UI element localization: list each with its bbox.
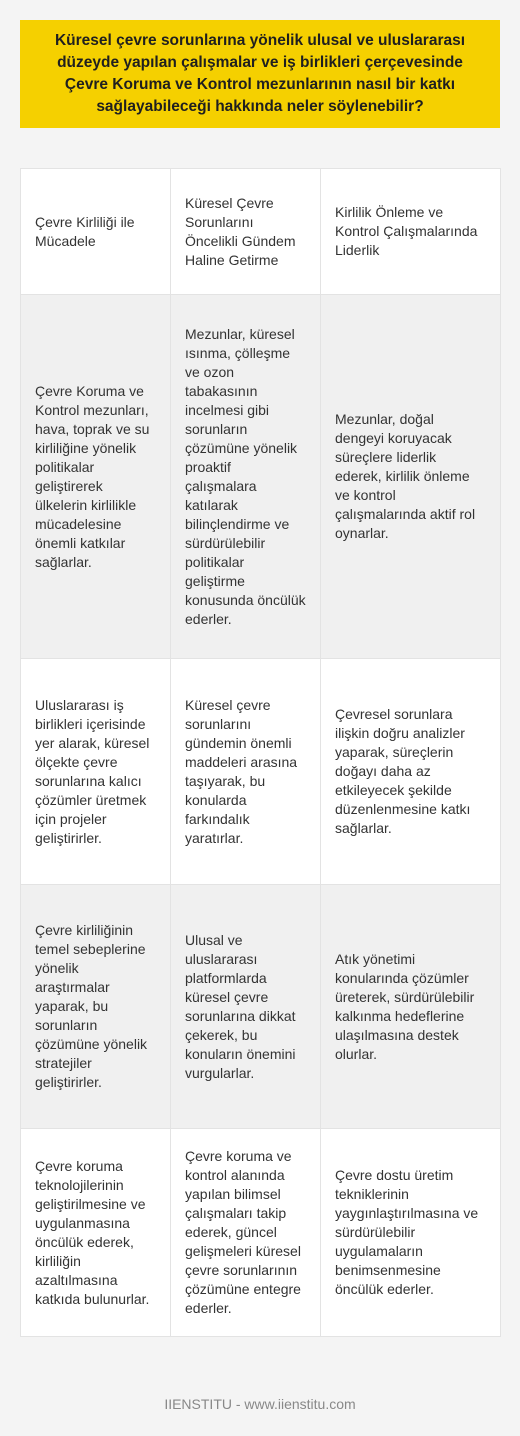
table-cell: Çevresel sorunlara ilişkin doğru analizler yaparak, süreçlerin doğayı daha az etkileyecek şekilde düzenlenmesine katkı sağlarlar. (321, 659, 501, 885)
table-row (21, 659, 501, 885)
header-cell: Çevre Kirliliği ile Mücadele (21, 169, 171, 295)
table-cell: Atık yönetimi konularında çözümler üreterek, sürdürülebilir kalkınma hedeflerine ulaşılmasına destek olurlar. (321, 885, 501, 1129)
table-cell: Küresel çevre sorunlarını gündemin önemli maddeleri arasına taşıyarak, bu konularda farkındalık yaratırlar. (171, 659, 321, 885)
table-row (21, 885, 501, 1129)
question-title: Küresel çevre sorunlarına yönelik ulusal ve uluslararası düzeyde yapılan çalışmalar ve iş birlikleri çerçevesinde Çevre Koruma ve Kontrol mezunlarının nasıl bir katkı sağlayabileceği hakkında neler söylenebilir? (54, 32, 466, 115)
table-cell: Çevre kirliliğinin temel sebeplerine yönelik araştırmalar yaparak, bu sorunların çözümüne yönelik stratejiler geliştirirler. (21, 885, 171, 1129)
footer-credit: IIENSTITU - www.iienstitu.com (164, 1396, 356, 1412)
header-cell: Küresel Çevre Sorunlarını Öncelikli Gündem Haline Getirme (171, 169, 321, 295)
question-box (20, 20, 500, 128)
table-cell: Ulusal ve uluslararası platformlarda küresel çevre sorunlarına dikkat çekerek, bu konuların önemini vurgularlar. (171, 885, 321, 1129)
table-row (21, 295, 501, 659)
table-cell: Uluslararası iş birlikleri içerisinde yer alarak, küresel ölçekte çevre sorunlarına kalıcı çözümler üretmek için projeler geliştirirler. (21, 659, 171, 885)
table-cell: Çevre koruma ve kontrol alanında yapılan bilimsel çalışmaları takip ederek, güncel gelişmeleri küresel çevre sorunlarının çözümüne entegre ederler. (171, 1129, 321, 1337)
answer-table (20, 168, 501, 1337)
table-header-row (21, 169, 501, 295)
table-row (21, 1129, 501, 1337)
table-cell: Çevre dostu üretim tekniklerinin yaygınlaştırılmasına ve sürdürülebilir uygulamaların benimsenmesine öncülük ederler. (321, 1129, 501, 1337)
table-cell: Mezunlar, doğal dengeyi koruyacak süreçlere liderlik ederek, kirlilik önleme ve kontrol çalışmalarında aktif rol oynarlar. (321, 295, 501, 659)
header-cell: Kirlilik Önleme ve Kontrol Çalışmalarında Liderlik (321, 169, 501, 295)
table-cell: Çevre koruma teknolojilerinin geliştirilmesine ve uygulanmasına öncülük ederek, kirliliğin azaltılmasına katkıda bulunurlar. (21, 1129, 171, 1337)
table-cell: Çevre Koruma ve Kontrol mezunları, hava, toprak ve su kirliliğine yönelik politikalar geliştirerek ülkelerin kirlilikle mücadelesine önemli katkılar sağlarlar. (21, 295, 171, 659)
table-cell: Mezunlar, küresel ısınma, çölleşme ve ozon tabakasının incelmesi gibi sorunların çözümüne yönelik proaktif çalışmalara katılarak bilinçlendirme ve sürdürülebilir politikalar geliştirme konusunda öncülük ederler. (171, 295, 321, 659)
